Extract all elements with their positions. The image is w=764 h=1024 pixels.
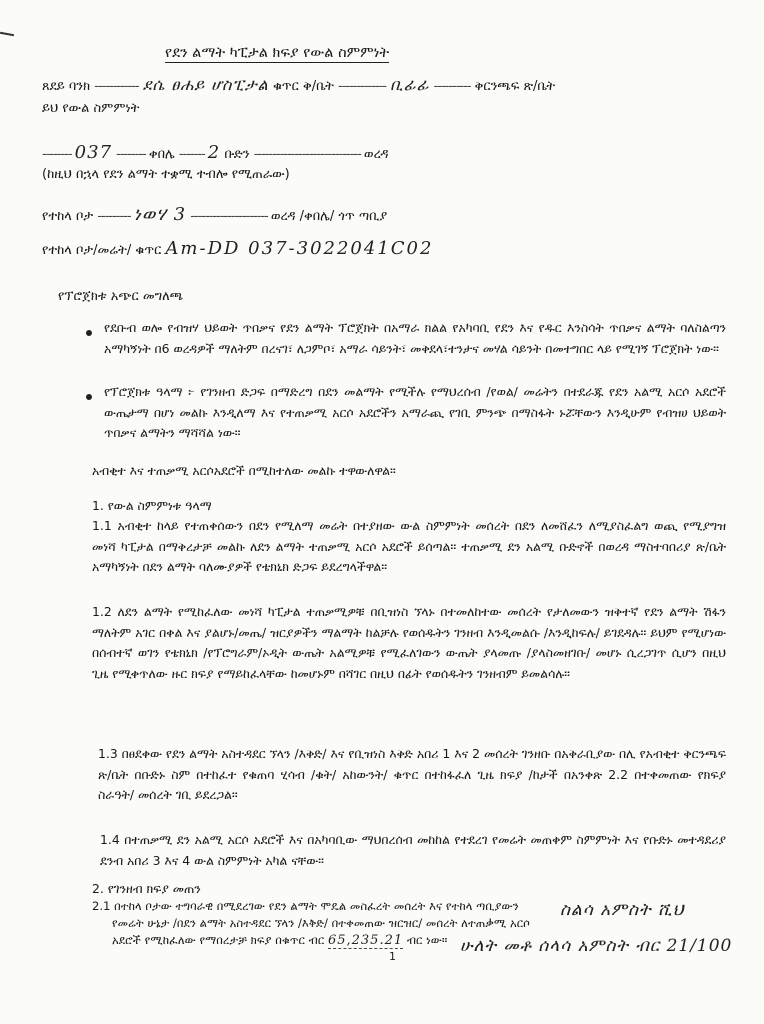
- planting-site-line: [42, 206, 387, 226]
- site-number-handwritten: Am-DD 037-3022041C02: [165, 238, 434, 259]
- bank-prefix: ጸደይ ባንክ: [42, 79, 91, 94]
- bullet-text: የፕሮጀክቱ ዓላማ ፦ የገንዘብ ድጋፍ በማድረግ በደን መልማት የሚችሉ የማህረሰብ /የወል/ መሬትን በተደራጁ የደን አልሚ አርሶ አደሮች ውጤታማ በሆነ መልኩ እንዲለማ እና የተጠቃሚ አርሶ አደሮችን አማራጪ የገቢ ምንጭ በማስፋት ኑሯቸውን እንዲሁም የብዝሀ ህይወት ጥበቃና ልማትን ማሻሻል ነው።: [104, 384, 726, 440]
- summary-heading: [58, 288, 183, 306]
- kebele-label: ቀበሌ: [148, 147, 175, 162]
- paragraph-2-1-a-text: 2.1 በተከላ ቦታው ተግባራዊ በሚደረገው የደን ልማት ሞዴል መስፈረት መሰረት እና የተከላ ጣቢያውን: [92, 899, 519, 913]
- bank-line: [42, 76, 555, 96]
- line1-mid: ቁጥር ቅ/ቤት: [272, 79, 334, 94]
- paragraph-1-1-text: 1.1 አብቂተ ከላይ የተጠቀሰውን በደን የሚለማ መሬት በተያዘው ውል ስምምነት መሰረት በደን ለመሸፈን ለሚያስፈልግ ወጪ የሚያግዝ መነሻ ካፒታል በማቅረታቻ መልኩ ለደን ልማት ተጠቃሚ አርሶ አደሮች ይሰጣል። ተጠቃሚ ደን አልሚ ቡድኖች በወረዳ ማስተባበሪያ ጽ/ቤት አማካኝነት በደን ልማት ባለሙያዎች የቴክኒክ ድጋፍ ይደረግላችዋል።: [92, 518, 726, 574]
- document-title: [165, 44, 389, 62]
- dotted-fill: ---------: [97, 209, 134, 224]
- summary-heading-text: የፕሮጀክቱ አጭር መግለጫ: [58, 289, 184, 304]
- paragraph-2-1-line-a: [92, 898, 519, 914]
- paragraph-1-3: [98, 744, 726, 806]
- woreda-label: ወረዳ: [363, 147, 389, 162]
- dotted-fill: ----------: [433, 79, 471, 94]
- section1-heading: [92, 497, 212, 515]
- intro-text: አብቂተ እና ተጠቃሚ አርሶአደሮች በሚከተለው መልኩ ተዋውለዋል።: [92, 463, 396, 478]
- paragraph-2-1-line-b: [112, 915, 530, 931]
- amount-words-2-text: ሁለት መቶ ሰላሳ አምስት ብር 21/100: [460, 936, 733, 956]
- branch-number-handwritten: ቢፊፊ: [390, 75, 430, 94]
- bullet-dot: [86, 330, 92, 336]
- section2-heading: [92, 880, 201, 898]
- document-title-text: የደን ልማት ካፒታል ክፍያ የውል ስምምነት: [165, 45, 390, 61]
- dotted-fill: --------: [116, 147, 149, 162]
- intro-line: [92, 462, 396, 480]
- dotted-fill: -------------: [338, 79, 386, 94]
- page-number-text: 1: [389, 950, 396, 963]
- bullet-text: የደቡብ ወሎ የብዝሃ ህይወት ጥበቃና የደን ልማት ፕሮጀክት በአማራ ክልል የአካባቢ የደን እና የዱር እንስሳት ጥበቃና ልማት ባለስልጣን አማካኝነት በ6 ወረዳዎች ማለትም በረናገ፣ ለጋምቦ፣ አማራ ሳይንት፣ መቅደላ፣ተንታና መሃል ሳይንት በመተግበር ላይ የሚገኝ ፕሮጀክት ነው።: [104, 320, 726, 356]
- branch-name-handwritten: ደሴ ፀሐይ ሆስፒታል: [142, 75, 269, 94]
- group-value-handwritten: 2: [207, 142, 221, 163]
- scan-mark: [0, 32, 14, 36]
- dotted-fill: -----------------------------: [253, 147, 364, 162]
- group-label: ቡድን: [224, 147, 250, 162]
- dotted-fill: ------------: [94, 79, 139, 94]
- amount-words-handwritten-2: [460, 936, 732, 956]
- paragraph-1-4-text: 1.4 በተጠቃሚ ደን አልሚ አርሶ አደሮች እና በአካባቢው ማህበረሰብ መከከል የተደረገ የመሬት መጠቀም ስምምነት እና የቡድኑ መተዳደሪያ ደንብ አበሪ 3 እና 4 ውል ስምምነት አካል ናቸው።: [100, 832, 726, 868]
- paragraph-1-2-text: 1.2 ለደን ልማት የሚከፈለው መነሻ ካፒታል ተጠቃሚዎቹ በቢዝነስ ኘላኑ በተመለከተው መሰረት የታለመውን ዝቅተኛ የደን ልማት ሽፋን ማለትም አገር በቀል እና ያልሆኑ/መጤ/ ዝርያዎችን ማልማት ከልቻሉ የወሰዱትን ገንዘብ እንዲመልሱ /እንዲከፍሉ/ ይገደዳሉ። ይህም የሚሆነው በሰብተኛ ወገን የቴክኒክ /የፕሮግራም/ኦዲት ውጤት አልሚዎቹ የሚፈለገውን ውጤት ያላመጡ /ያላስመዘገቡ/ መሆኑ ሲረጋገጥ ሲሆን በዚህ ጊዜ የሚቀጥለው ዙር ክፍያ የማይከፈላቸው ከመሆኑም በሻገር በዚህ በፊት የወሰዱትን ገንዘብም ይመልሳሉ።: [92, 604, 726, 681]
- dotted-fill: --------: [42, 147, 75, 162]
- site-number-label: የተከላ ቦታ/መሬት/ ቁጥር: [42, 243, 162, 258]
- paragraph-1-1: [92, 516, 726, 578]
- beneficiary-note-text: (ከዚህ በኋላ የደን ልማት ተቋሚ ተብሎ የሚጠራው): [42, 167, 290, 182]
- amount-words-1-text: ስልሳ አምስት ሺህ: [560, 900, 685, 920]
- kebele-line: [42, 144, 389, 164]
- kebele-value-handwritten: 037: [74, 142, 113, 163]
- bullet-dot: [86, 394, 92, 400]
- planting-site-suffix: ወረዳ /ቀበሌ/ ጎጥ ጣቢያ: [270, 209, 388, 224]
- paragraph-2-1-b-text: የመሬት ሁኔታ /በደን ልማት አስተዳደር ኘላን /እቅድ/ በተቀመጠው ዝርዝር/ መሰረት ለተጠቃሚ አርሶ: [112, 916, 530, 930]
- section1-heading-text: 1. የውል ስምምነቱ ዓላማ: [92, 498, 212, 513]
- paragraph-2-1-c-pre: አደሮች የሚከፈለው የማበረታቻ ክፍያ በቁጥር ብር: [112, 933, 325, 947]
- line1-suffix: ቅርንጫፍ ጽ/ቤት: [474, 79, 556, 94]
- agreement-text: ይህ የውል ስምምነት: [42, 101, 140, 116]
- beneficiary-note: [42, 166, 290, 184]
- paragraph-2-1-line-c: [112, 932, 447, 949]
- section2-heading-text: 2. የገንዘብ ክፍያ መጠን: [92, 881, 201, 896]
- paragraph-1-2: [92, 602, 726, 684]
- bullet-paragraph: [104, 382, 726, 444]
- bullet-paragraph: [104, 318, 726, 359]
- paragraph-1-4: [100, 830, 726, 871]
- amount-words-handwritten-1: [560, 900, 684, 920]
- paragraph-1-3-text: 1.3 በፀደቀው የደን ልማት አስተዳደር ኘላን /እቅድ/ እና የቢዝነስ እቅድ አበሪ 1 እና 2 መሰረት ገንዘቡ በአቅራቢያው በሊ የአብቂተ ቅርንጫፍ ጽ/ቤት በቡድኑ ስም በተከፈተ የቁጠባ ሂሳብ /ቁት/ አከውንት/ ቁጥር በተከፋፈለ ጊዜ ክፍያ /ከታች በአንቀጽ 2.2 በተቀመጠው የክፍያ ስራዓት/ መሰረት ገቢ ይደረጋል።: [98, 746, 726, 802]
- dotted-fill: -------: [178, 147, 208, 162]
- paragraph-2-1-c-post: ብር ነው።: [406, 933, 448, 947]
- agreement-line: [42, 100, 139, 118]
- planting-site-label: የተከላ ቦታ: [42, 209, 94, 224]
- dotted-fill: ---------------------: [190, 209, 271, 224]
- page-number: [389, 950, 396, 963]
- planting-site-handwritten: ነወሃ 3: [133, 204, 187, 225]
- site-number-line: [42, 240, 433, 260]
- amount-figure-handwritten: 65,235.21: [327, 933, 404, 948]
